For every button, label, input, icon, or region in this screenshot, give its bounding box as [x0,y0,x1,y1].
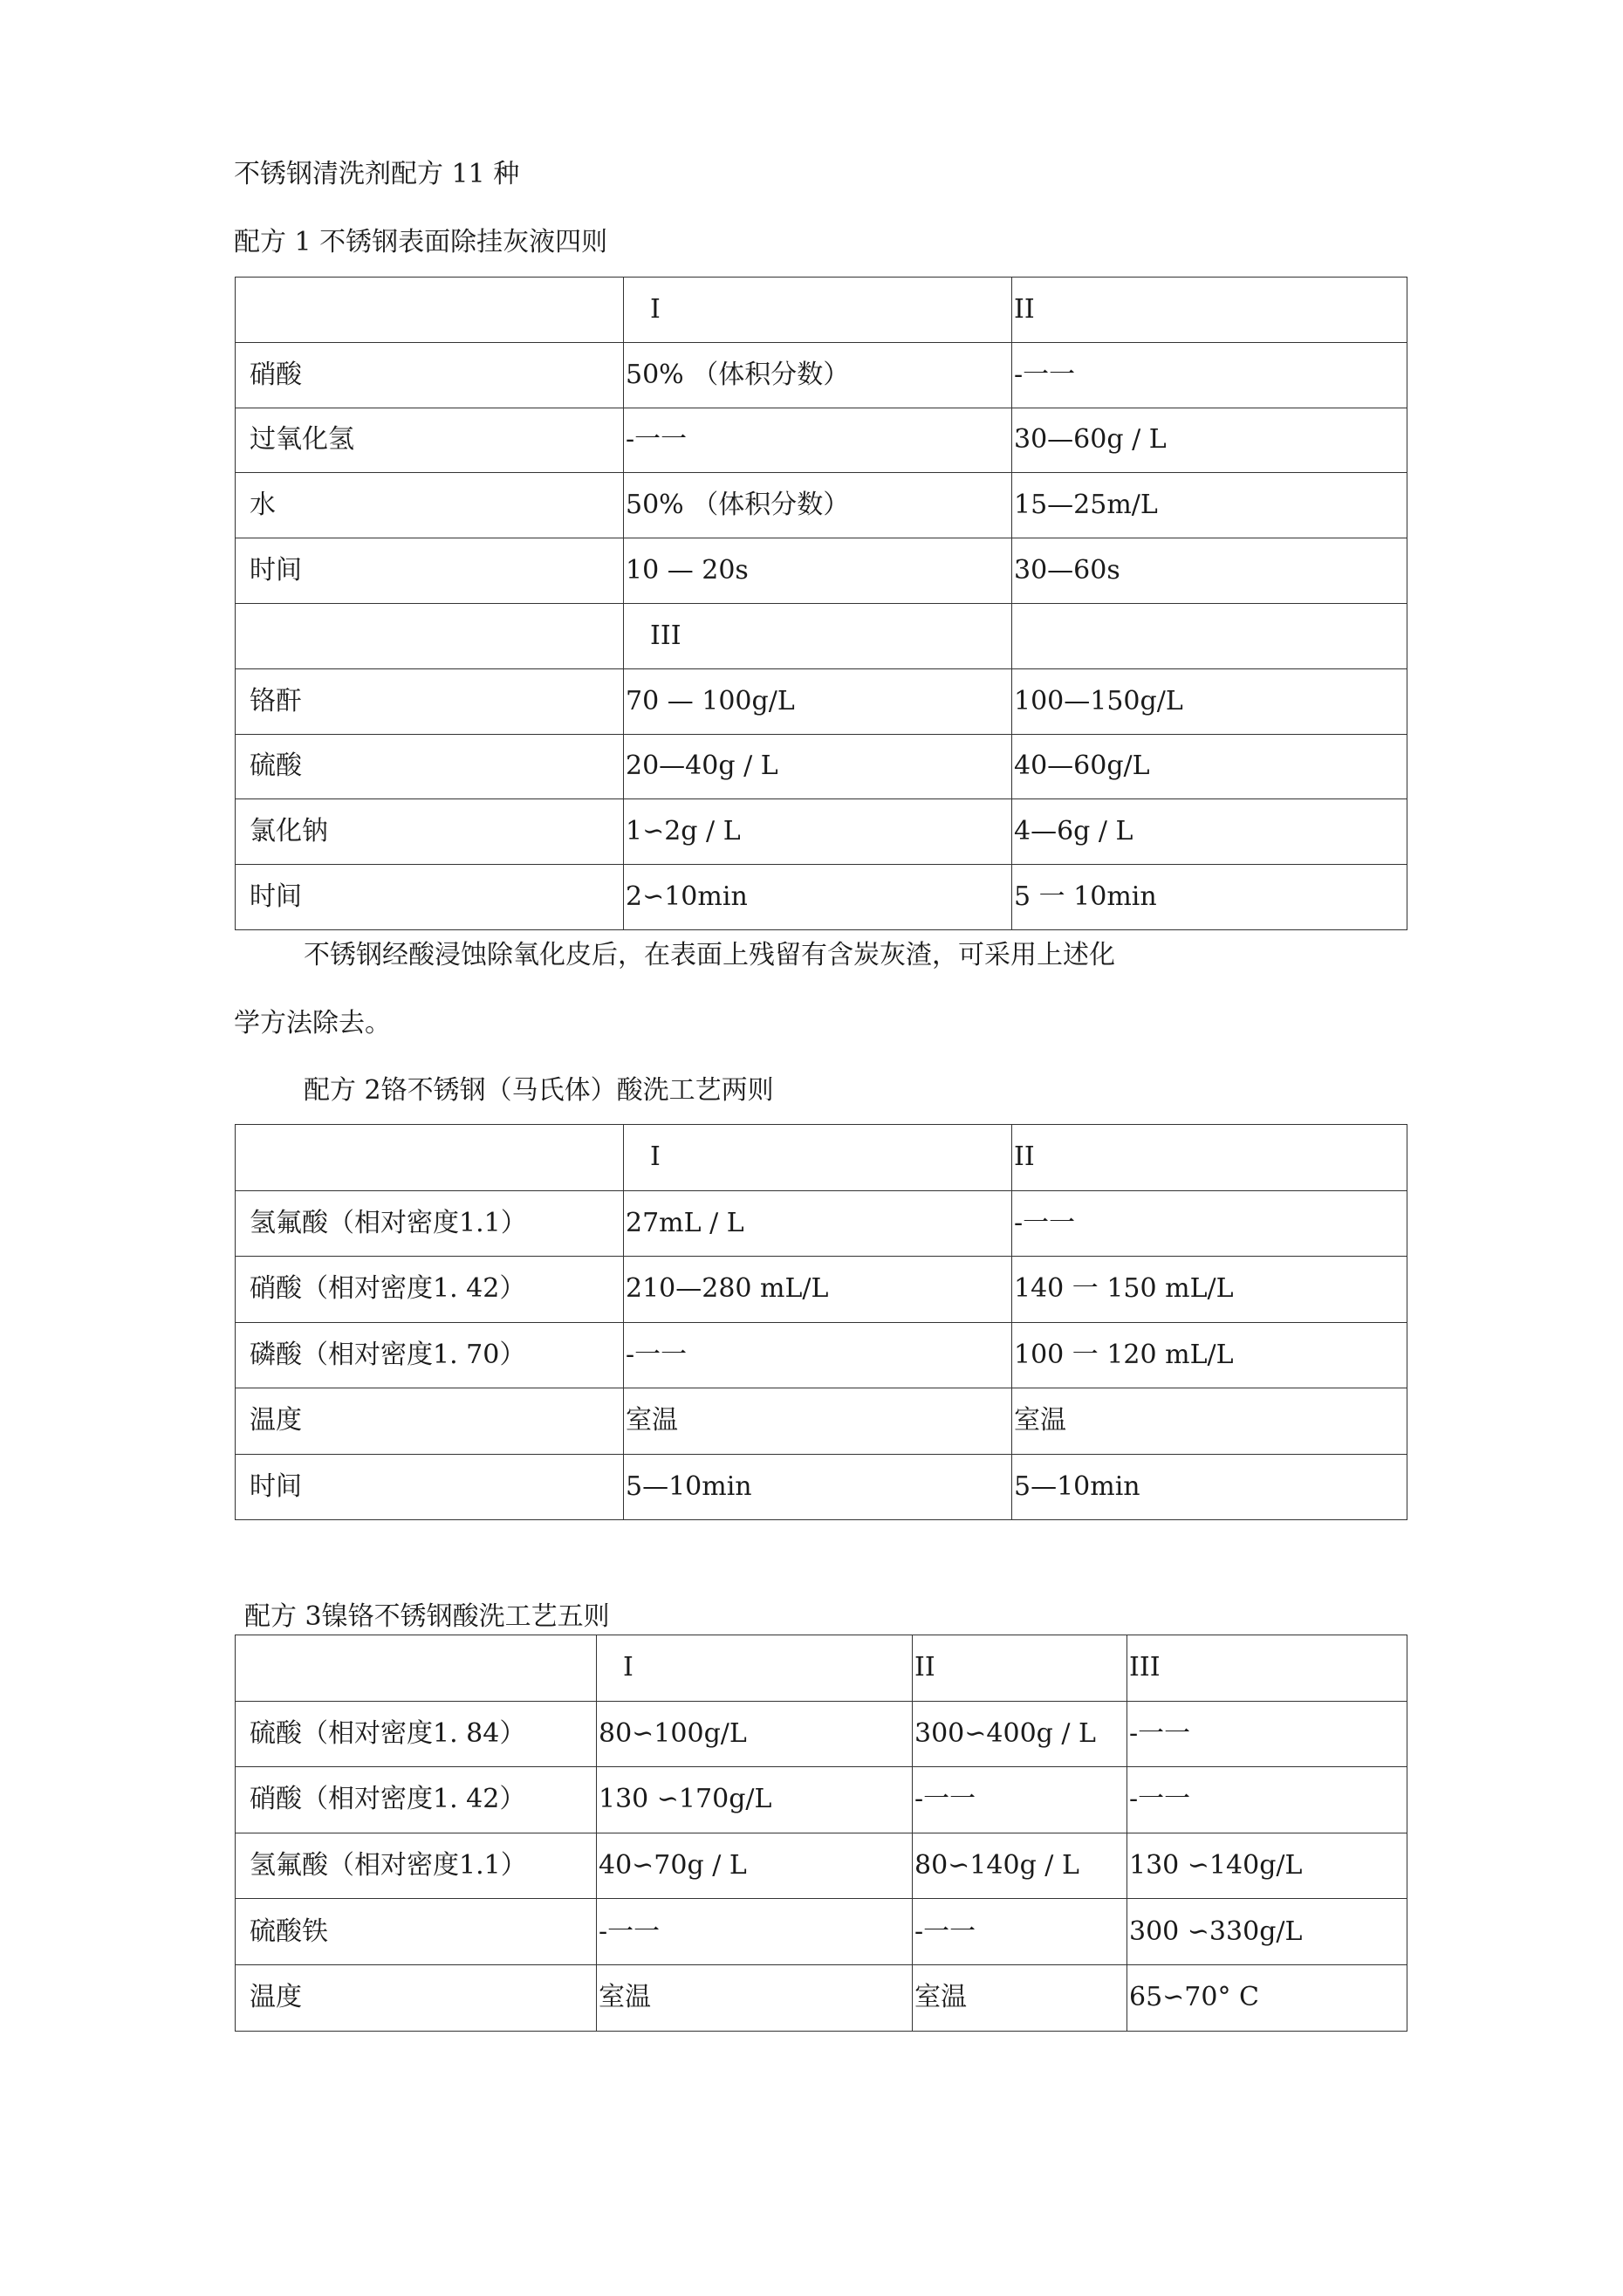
table-cell-value: II [1012,278,1407,343]
table-row [236,668,1407,734]
table-cell-value: 15—25m/L [1012,473,1407,538]
table-cell-value: 室温 [913,1964,1127,2031]
recipe3-heading: 配方 3镍铬不锈钢酸洗工艺五则 [244,1601,610,1632]
table-cell-label: 温度 [236,1964,597,2031]
table-cell-value: 70 — 100g/L [624,668,1012,734]
table-row [236,278,1407,343]
table-row [236,1257,1407,1323]
table-row [236,1322,1407,1388]
table-cell-value: 140 一 150 mL/L [1012,1257,1407,1323]
table-cell-value: I [624,1125,1012,1191]
table-cell-label: 时间 [236,1454,624,1520]
table-cell-label [236,1125,624,1191]
table-cell-label: 铬酐 [236,668,624,734]
table-cell-label: 硫酸（相对密度1. 84） [236,1701,597,1767]
table-cell-value: -一一 [1012,1190,1407,1257]
recipe2-heading: 配方 2铬不锈钢（马氏体）酸洗工艺两则 [304,1075,774,1106]
table-row [236,538,1407,604]
table-cell-value: 室温 [1012,1388,1407,1455]
table-cell-value: 5—10min [1012,1454,1407,1520]
table-cell-label: 硫酸 [236,734,624,799]
table-cell-value: I [597,1635,913,1702]
table-cell-label: 硝酸 [236,342,624,408]
table-row [236,473,1407,538]
table-cell-label: 氯化钠 [236,799,624,865]
table-cell-value: 4—6g / L [1012,799,1407,865]
table-cell-value: 室温 [597,1964,913,2031]
table-cell-value: 100—150g/L [1012,668,1407,734]
table-row [236,799,1407,865]
recipe3-table [235,1635,1407,2032]
recipe1-table [235,277,1407,930]
recipe1-heading: 配方 1 不锈钢表面除挂灰液四则 [234,227,608,257]
table-row [236,1454,1407,1520]
table-row [236,1899,1407,1965]
table-cell-value: 40—60g/L [1012,734,1407,799]
recipe1-note-line1: 不锈钢经酸浸蚀除氧化皮后，在表面上残留有含炭灰渣，可采用上述化 [304,940,1115,970]
table-row [236,408,1407,473]
table-cell-value: I [624,278,1012,343]
recipe1-note-line2: 学方法除去。 [234,1008,391,1038]
table-cell-value: III [1127,1635,1407,1702]
table-cell-value: II [1012,1125,1407,1191]
table-cell-label: 磷酸（相对密度1. 70） [236,1322,624,1388]
table-cell-label: 温度 [236,1388,624,1455]
table-cell-value: 30—60s [1012,538,1407,604]
table-row [236,603,1407,668]
table-cell-label: 硝酸（相对密度1. 42） [236,1257,624,1323]
table-cell-value: 50% （体积分数） [624,473,1012,538]
table-row [236,865,1407,930]
table-cell-label: 过氧化氢 [236,408,624,473]
table-cell-value: II [913,1635,1127,1702]
table-cell-value: -一一 [624,1322,1012,1388]
table-row [236,1767,1407,1833]
table-cell-label: 硝酸（相对密度1. 42） [236,1767,597,1833]
table-row [236,1635,1407,1702]
table-cell-value: 20—40g / L [624,734,1012,799]
table-cell-label: 时间 [236,538,624,604]
table-cell-label [236,603,624,668]
table-cell-label: 硫酸铁 [236,1899,597,1965]
table-cell-label: 氢氟酸（相对密度1.1） [236,1833,597,1899]
table-cell-value: 100 一 120 mL/L [1012,1322,1407,1388]
table-cell-value: 室温 [624,1388,1012,1455]
table-cell-label [236,278,624,343]
table-row [236,1964,1407,2031]
table-cell-value: 27mL / L [624,1190,1012,1257]
table-cell-value: 5—10min [624,1454,1012,1520]
table-cell-value: 300 ∽330g/L [1127,1899,1407,1965]
table-cell-value [1012,603,1407,668]
table-cell-value: 40∽70g / L [597,1833,913,1899]
table-cell-value: 130 ∽170g/L [597,1767,913,1833]
table-row [236,1701,1407,1767]
table-cell-value: 80∽100g/L [597,1701,913,1767]
table-row [236,342,1407,408]
table-cell-value: -一一 [913,1899,1127,1965]
table-row [236,1388,1407,1455]
table-cell-value: 300∽400g / L [913,1701,1127,1767]
table-cell-value: -一一 [1012,342,1407,408]
table-row [236,734,1407,799]
table-row [236,1125,1407,1191]
table-cell-value: 50% （体积分数） [624,342,1012,408]
table-row [236,1190,1407,1257]
table-cell-value: -一一 [1127,1701,1407,1767]
table-cell-value: 30—60g / L [1012,408,1407,473]
table-cell-value: III [624,603,1012,668]
table-cell-label [236,1635,597,1702]
table-cell-value: 5 一 10min [1012,865,1407,930]
table-cell-value: 65∽70° C [1127,1964,1407,2031]
table-cell-value: 2∽10min [624,865,1012,930]
table-cell-value: 1∽2g / L [624,799,1012,865]
table-cell-label: 氢氟酸（相对密度1.1） [236,1190,624,1257]
table-cell-value: -一一 [597,1899,913,1965]
document-title: 不锈钢清洗剂配方 11 种 [234,159,520,189]
table-cell-value: 80∽140g / L [913,1833,1127,1899]
table-cell-value: -一一 [913,1767,1127,1833]
table-cell-label: 时间 [236,865,624,930]
recipe2-table [235,1124,1407,1520]
table-cell-value: 210—280 mL/L [624,1257,1012,1323]
table-cell-label: 水 [236,473,624,538]
table-cell-value: -一一 [624,408,1012,473]
table-cell-value: 10 — 20s [624,538,1012,604]
table-row [236,1833,1407,1899]
table-cell-value: -一一 [1127,1767,1407,1833]
table-cell-value: 130 ∽140g/L [1127,1833,1407,1899]
